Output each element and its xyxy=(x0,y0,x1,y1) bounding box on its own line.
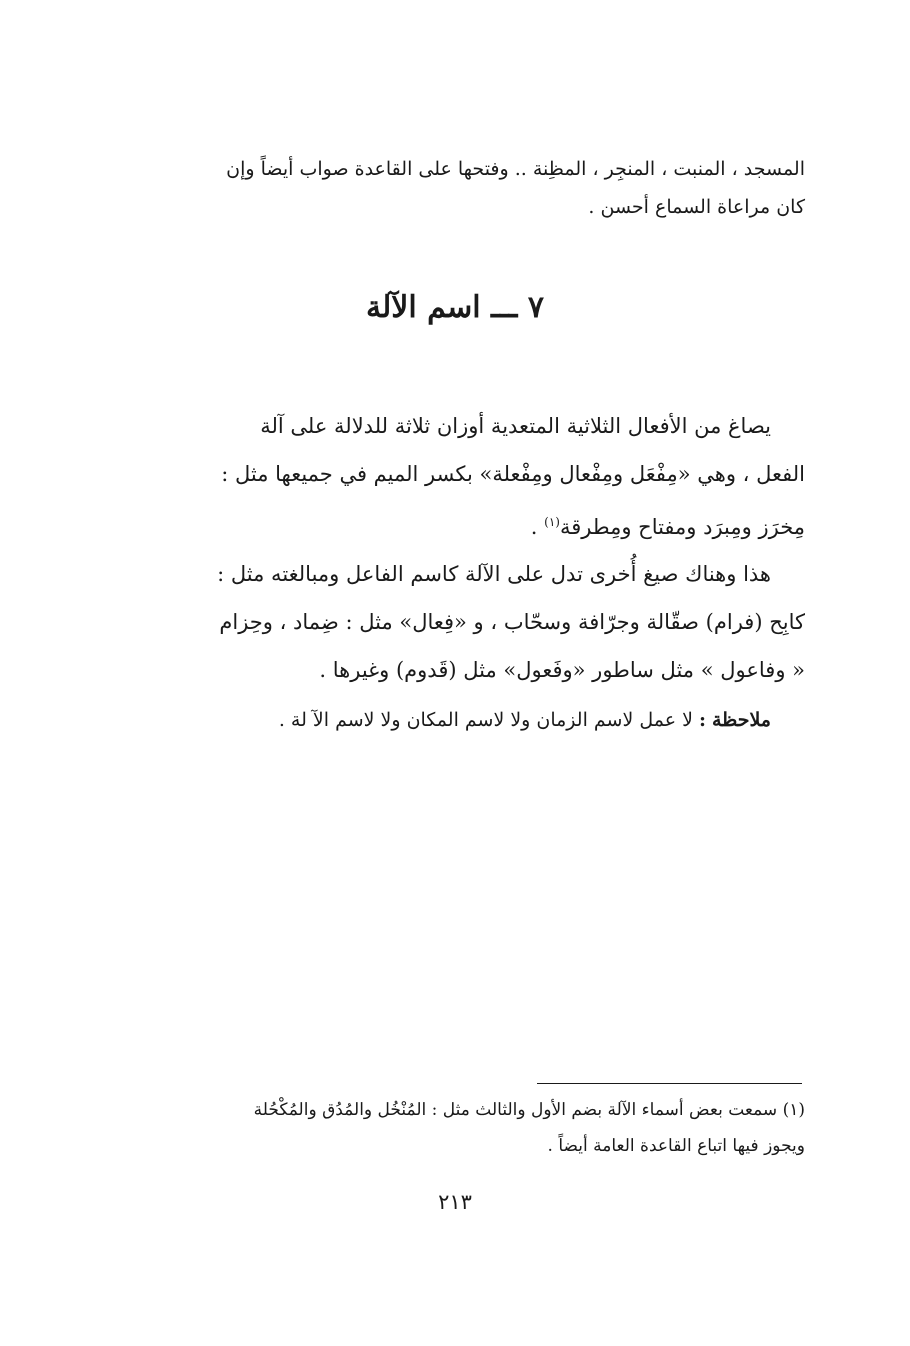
text-line: كان مراعاة السماع أحسن . xyxy=(588,196,805,218)
footnote-line: (١) سمعت بعض أسماء الآلة بضم الأول والثالث مثل : المُنْخُل والمُدُق والمُكْحُلة xyxy=(253,1100,805,1120)
note xyxy=(130,700,805,740)
continued-paragraph xyxy=(130,150,805,226)
footnote xyxy=(140,1092,805,1164)
text-line xyxy=(130,498,805,551)
text-line: الفعل ، وهي «مِفْعَل ومِفْعال ومِفْعلة» بكسر الميم في جميعها مثل : xyxy=(221,462,805,486)
section-heading: ٧ ـــ اسم الآلة xyxy=(366,290,544,325)
text-line: المسجد ، المنبت ، المنجِر ، المظِنة .. وفتحها على القاعدة صواب أيضاً وإن xyxy=(226,158,805,180)
footnote-reference: (١) xyxy=(544,515,560,529)
note-line xyxy=(130,700,805,740)
note-label: ملاحظة xyxy=(711,709,771,731)
footnote-line: ويجوز فيها اتباع القاعدة العامة أيضاً . xyxy=(547,1136,805,1156)
footnote-divider xyxy=(537,1083,802,1084)
note-colon: : xyxy=(698,709,706,731)
text-line: يصاغ من الأفعال الثلاثية المتعدية أوزان ثلاثة للدلالة على آلة xyxy=(260,414,771,438)
text-line: « وفاعول » مثل ساطور «وفَعول» مثل (قَدوم) وغيرها . xyxy=(319,658,805,682)
page-number: ٢١٣ xyxy=(438,1190,472,1214)
paragraph-instrument-noun-definition xyxy=(130,402,805,551)
paragraph-other-forms xyxy=(130,550,805,694)
text-line: كابِح (فرام) صقّالة وجرّافة وسحّاب ، و «فِعال» مثل : ضِماد ، وحِزام xyxy=(219,610,805,634)
text-segment: مِخرَز ومِبرَد ومفتاح ومِطرقة xyxy=(559,515,805,539)
text-line: هذا وهناك صيغ أُخرى تدل على الآلة كاسم الفاعل ومبالغته مثل : xyxy=(217,562,771,586)
text-segment: . xyxy=(530,515,545,539)
note-text: لا عمل لاسم الزمان ولا لاسم المكان ولا لاسم الآ لة . xyxy=(278,709,693,731)
